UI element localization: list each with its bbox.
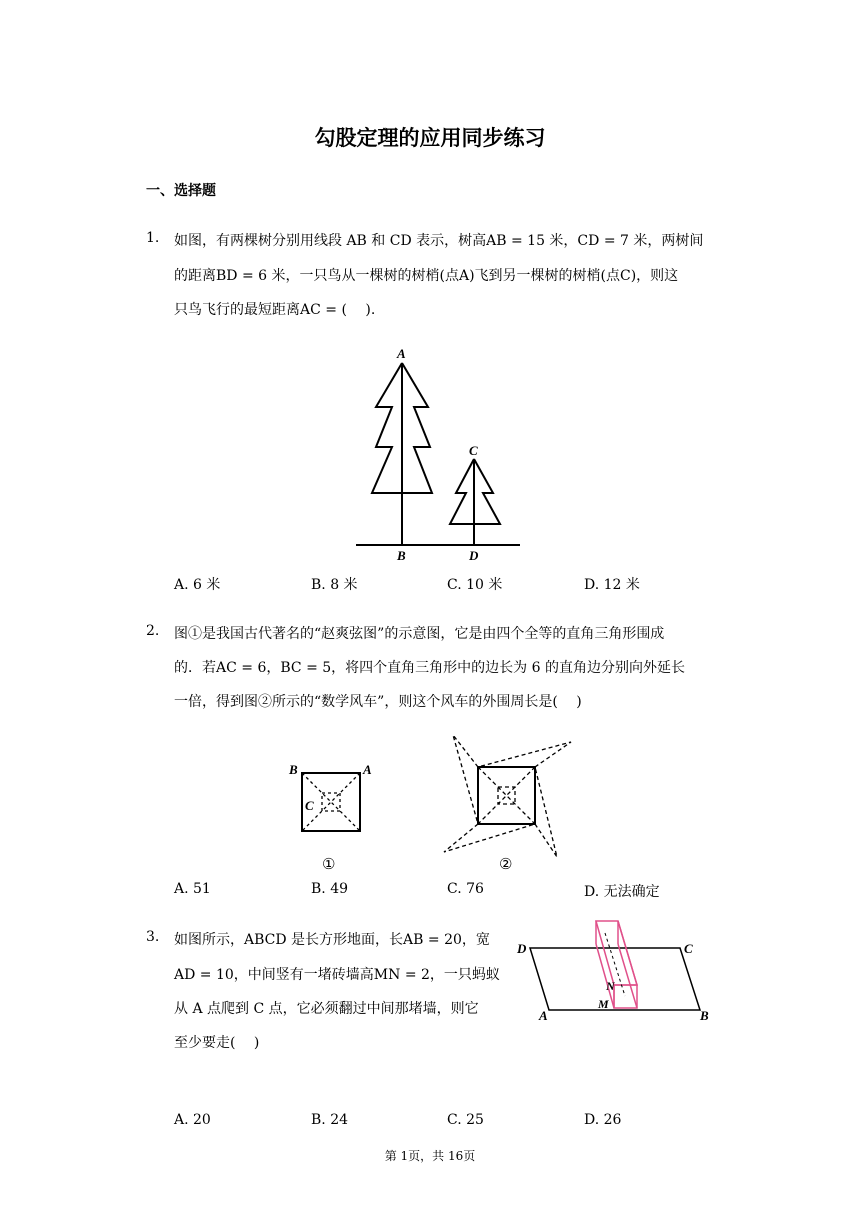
figure-2-caption: ②	[499, 857, 513, 873]
question-2-option-d[interactable]: D. 无法确定	[584, 884, 660, 900]
question-3-line-1: 如图所示，ABCD 是长方形地面，长AB = 20，宽	[174, 932, 490, 948]
question-3-line-4: 至少要走( )	[174, 1035, 260, 1051]
figure-1-label-a: A	[363, 762, 372, 777]
question-2-line-3: 一倍，得到图②所示的“数学风车”，则这个风车的外围周长是( )	[174, 694, 582, 710]
figure-3-label-c: C	[684, 941, 693, 956]
question-3-option-c[interactable]: C. 25	[447, 1112, 484, 1128]
label-d: D	[469, 548, 479, 563]
figure-3-label-a: A	[539, 1008, 548, 1023]
question-2-line-2: 的．若AC = 6，BC = 5，将四个直角三角形中的边长为 6 的直角边分别向外延长	[174, 660, 685, 676]
question-1-option-a[interactable]: A. 6 米	[174, 577, 221, 593]
question-1-line-3: 只鸟飞行的最短距离AC = ( ).	[174, 302, 376, 318]
question-2-number: 2.	[146, 623, 160, 639]
figure-3-label-d: D	[517, 941, 527, 956]
question-3-line-2: AD = 10，中间竖有一堵砖墙高MN = 2，一只蚂蚁	[174, 967, 500, 983]
figure-1-label-c: C	[305, 798, 314, 813]
figure-3-label-m: M	[598, 997, 609, 1011]
page-footer: 第 1页，共 16页	[384, 1149, 476, 1163]
question-1-line-2: 的距离BD = 6 米，一只鸟从一棵树的树梢(点A)飞到另一棵树的树梢(点C)，则这	[174, 268, 679, 284]
question-1-option-d[interactable]: D. 12 米	[584, 577, 640, 593]
question-1-number: 1.	[146, 230, 160, 246]
label-c: C	[469, 443, 478, 458]
label-b: B	[397, 548, 406, 563]
question-1-line-1: 如图，有两棵树分别用线段 AB 和 CD 表示，树高AB = 15 米，CD = 7 米，两树间	[174, 233, 704, 249]
figure-1-caption: ①	[322, 857, 336, 873]
figure-3-label-n: N	[606, 979, 615, 993]
question-3-option-b[interactable]: B. 24	[311, 1112, 349, 1128]
question-2-option-c[interactable]: C. 76	[447, 881, 484, 897]
question-1-option-c[interactable]: C. 10 米	[447, 577, 503, 593]
label-a: A	[397, 346, 406, 361]
question-3-line-3: 从 A 点爬到 C 点，它必须翻过中间那堵墙，则它	[174, 1001, 479, 1017]
page-title: 勾股定理的应用同步练习	[314, 126, 546, 150]
brick-wall	[596, 921, 637, 1008]
ground-parallelogram	[530, 948, 700, 1010]
figure-3-label-b: B	[700, 1008, 709, 1023]
figure-1-label-b: B	[289, 762, 298, 777]
question-3-number: 3.	[146, 929, 160, 945]
section-heading: 一、选择题	[146, 183, 216, 199]
question-2-option-a[interactable]: A. 51	[174, 881, 211, 897]
question-3-option-d[interactable]: D. 26	[584, 1112, 622, 1128]
question-1-option-b[interactable]: B. 8 米	[311, 577, 358, 593]
question-3-option-a[interactable]: A. 20	[174, 1112, 211, 1128]
question-2-option-b[interactable]: B. 49	[311, 881, 349, 897]
question-2-line-1: 图①是我国古代著名的“赵爽弦图”的示意图，它是由四个全等的直角三角形围成	[174, 626, 665, 642]
